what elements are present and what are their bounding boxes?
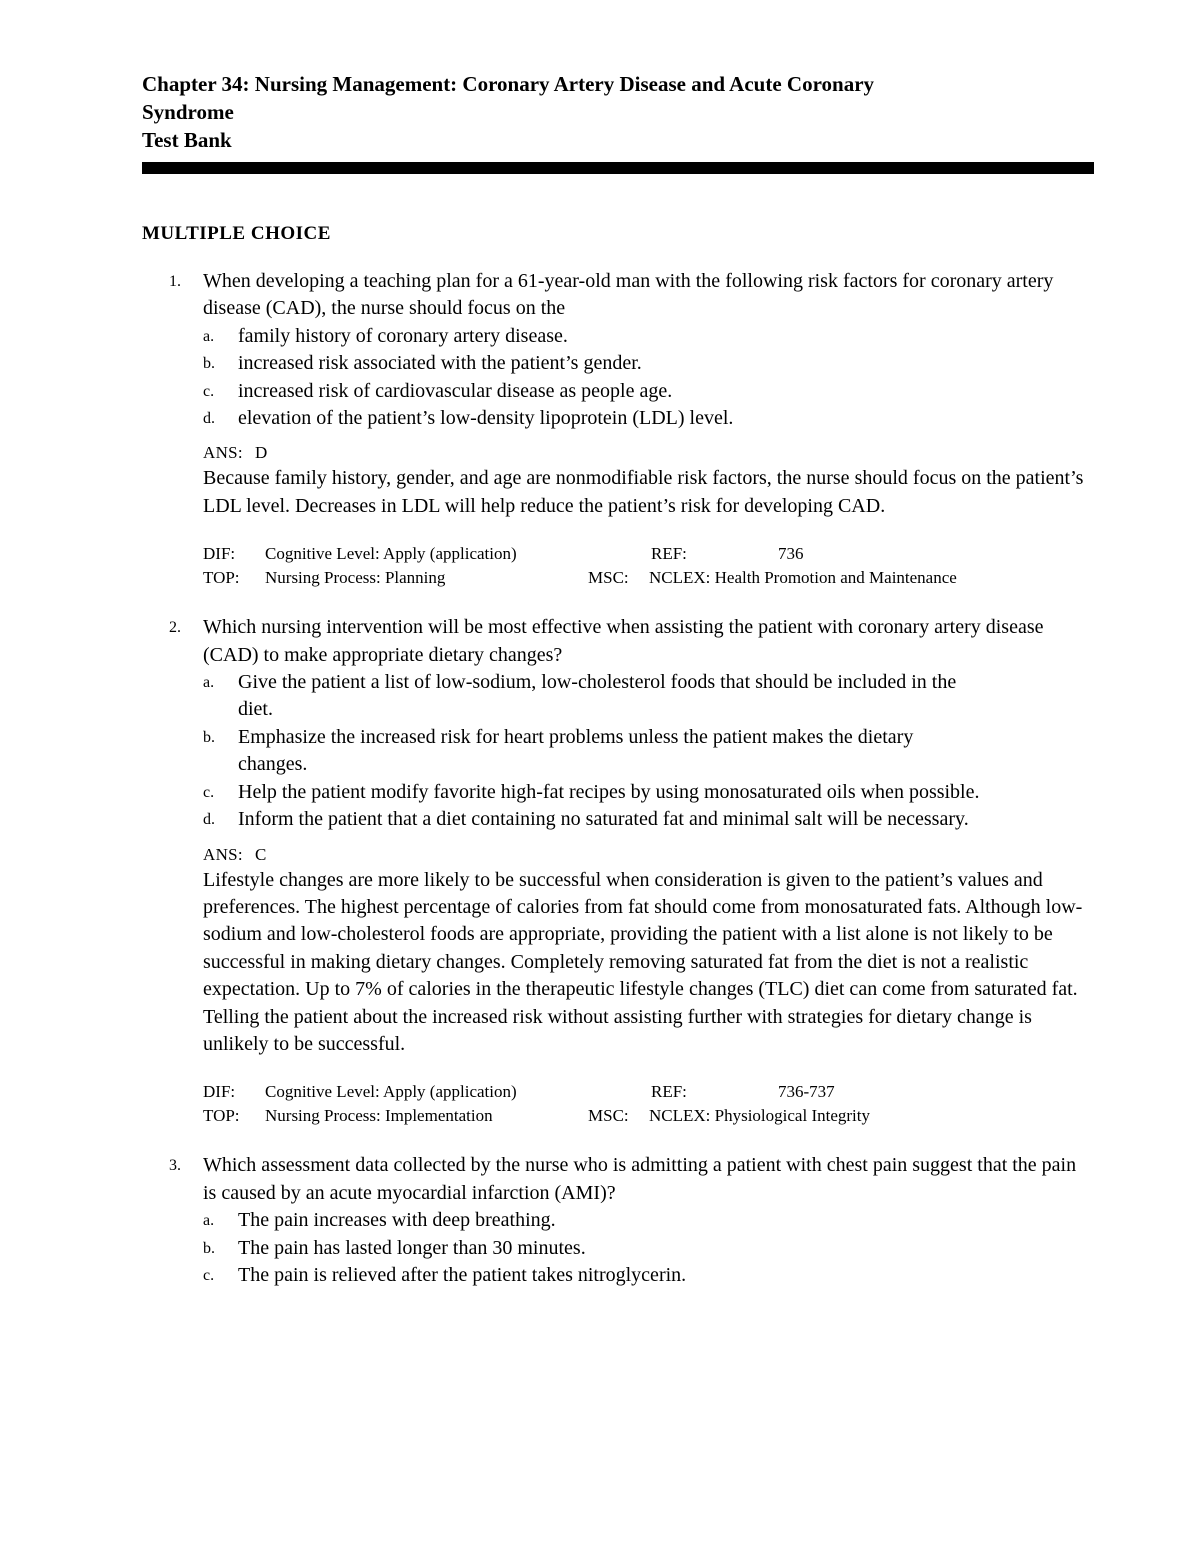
ref-label: REF: <box>651 1082 687 1102</box>
option-letter: c. <box>203 783 215 801</box>
option-a <box>203 1207 1094 1234</box>
document-title <box>142 70 1094 154</box>
option-letter: b. <box>203 355 215 373</box>
option-a <box>203 669 963 724</box>
option-letter: b. <box>203 1239 215 1257</box>
top-value: Nursing Process: Implementation <box>265 1106 493 1126</box>
question-number: 1. <box>169 273 181 290</box>
question-stem: When developing a teaching plan for a 61-year-old man with the following risk factors for coronary artery disease (CAD), the nurse should focus on the <box>203 270 1054 320</box>
option-d <box>203 806 1008 833</box>
question-number: 2. <box>169 619 181 637</box>
answer-value: C <box>254 844 267 864</box>
answer-value: D <box>254 443 268 463</box>
top-label: TOP: <box>203 1106 240 1126</box>
option-text: family history of coronary artery disease. <box>238 324 568 347</box>
answer-label: ANS: <box>203 443 243 463</box>
title-line-1: Chapter 34: Nursing Management: Coronary Artery Disease and Acute Coronary <box>142 72 875 96</box>
ref-label: REF: <box>651 544 687 564</box>
option-list <box>203 323 1094 433</box>
ref-value: 736 <box>778 544 804 564</box>
msc-value: NCLEX: Physiological Integrity <box>649 1106 870 1126</box>
option-list <box>203 669 980 833</box>
question-1 <box>142 268 1094 590</box>
option-c <box>203 1262 1094 1289</box>
answer-label: ANS: <box>203 844 243 864</box>
msc-label: MSC: <box>588 568 629 588</box>
title-divider <box>142 162 1094 174</box>
option-text: Inform the patient that a diet containing no saturated fat and minimal salt will be necessary. <box>238 808 969 831</box>
question-metadata <box>203 542 1094 590</box>
dif-value: Cognitive Level: Apply (application) <box>265 544 517 564</box>
option-text: Give the patient a list of low-sodium, low-cholesterol foods that should be included in the diet. <box>238 671 957 721</box>
question-stem: Which assessment data collected by the nurse who is admitting a patient with chest pain suggest that the pain is caused by an acute myocardial infarction (AMI)? <box>203 1154 1077 1204</box>
answer-line <box>203 843 1094 867</box>
question-3 <box>142 1152 1094 1289</box>
dif-label: DIF: <box>203 544 236 564</box>
option-letter: a. <box>203 1212 215 1230</box>
question-metadata <box>203 1080 1094 1128</box>
option-text: The pain is relieved after the patient takes nitroglycerin. <box>238 1263 687 1286</box>
option-d <box>203 405 1094 432</box>
rationale: Because family history, gender, and age are nonmodifiable risk factors, the nurse should focus on the patient’s LDL level. Decreases in LDL will help reduce the patient’s risk for developing CAD. <box>203 467 1084 517</box>
title-line-2: Syndrome <box>142 100 234 124</box>
option-b <box>203 724 963 779</box>
question-stem: Which nursing intervention will be most effective when assisting the patient with coronary artery disease (CAD) to make appropriate dietary changes? <box>203 616 1044 666</box>
option-letter: c. <box>203 382 215 400</box>
option-text: increased risk associated with the patient’s gender. <box>238 352 642 375</box>
dif-value: Cognitive Level: Apply (application) <box>265 1082 517 1102</box>
question-number: 3. <box>169 1157 181 1175</box>
top-value: Nursing Process: Planning <box>265 568 446 588</box>
option-c <box>203 378 1094 405</box>
option-text: elevation of the patient’s low-density lipoprotein (LDL) level. <box>238 407 734 430</box>
option-letter: d. <box>203 410 215 428</box>
option-letter: a. <box>203 327 215 345</box>
option-b <box>203 350 1094 377</box>
top-label: TOP: <box>203 568 240 588</box>
dif-label: DIF: <box>203 1082 236 1102</box>
option-letter: c. <box>203 1266 215 1284</box>
option-text: The pain has lasted longer than 30 minutes. <box>238 1236 586 1259</box>
option-letter: d. <box>203 811 215 829</box>
msc-value: NCLEX: Health Promotion and Maintenance <box>649 568 957 588</box>
option-list <box>203 1207 1094 1289</box>
option-text: Help the patient modify favorite high-fat recipes by using monosaturated oils when possible. <box>238 780 980 803</box>
title-line-3: Test Bank <box>142 128 232 152</box>
option-text: increased risk of cardiovascular disease as people age. <box>238 379 673 402</box>
option-c <box>203 779 1038 806</box>
document-page <box>142 70 1094 1289</box>
section-heading: MULTIPLE CHOICE <box>142 223 331 244</box>
option-b <box>203 1235 1094 1262</box>
option-text: Emphasize the increased risk for heart problems unless the patient makes the dietary changes. <box>238 725 914 776</box>
option-a <box>203 323 1094 350</box>
answer-line <box>203 441 1094 465</box>
ref-value: 736-737 <box>778 1082 835 1102</box>
option-letter: b. <box>203 728 215 746</box>
option-text: The pain increases with deep breathing. <box>238 1209 556 1232</box>
question-2 <box>142 614 1094 1128</box>
rationale: Lifestyle changes are more likely to be successful when consideration is given to the patient’s values and preferences. The highest percentage of calories from fat should come from monosaturated fats. Although low-sodium and low-cholesterol foods are appropriate, providing the patient with a list alone is not likely to be successful in making dietary changes. Completely removing saturated fat from the diet is not a realistic expectation. Up to 7% of calories in the therapeutic lifestyle changes (TLC) diet can come from saturated fat. Telling the patient about the increased risk without assisting further with strategies for dietary change is unlikely to be successful. <box>203 868 1083 1055</box>
option-letter: a. <box>203 674 215 692</box>
msc-label: MSC: <box>588 1106 629 1126</box>
